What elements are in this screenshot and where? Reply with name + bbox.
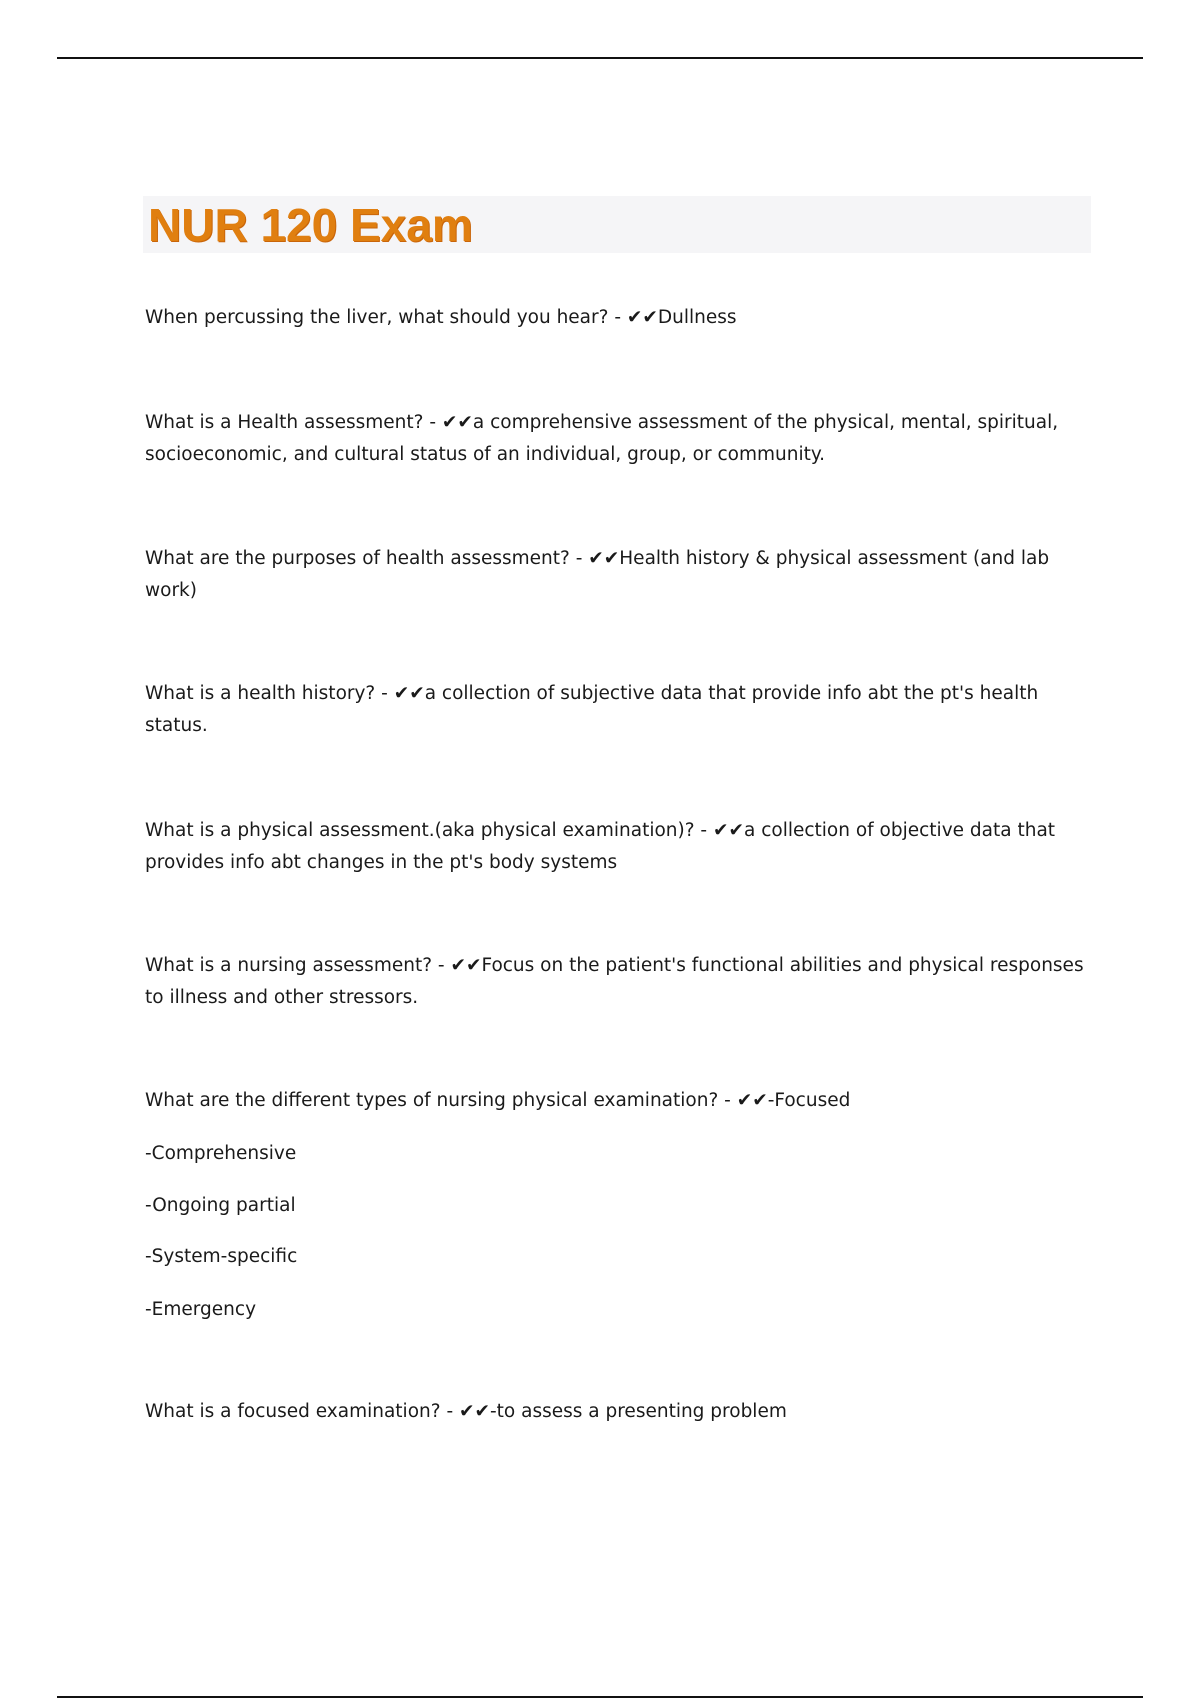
- exam-type-ongoing-partial: -Ongoing partial: [145, 1195, 296, 1216]
- qa-item-physical-assessment: What is a physical assessment.(aka physical examination)? - ✔✔a collection of objective data that provides info abt changes in the pt's body systems: [145, 820, 1056, 873]
- exam-type-emergency: -Emergency: [145, 1299, 257, 1320]
- qa-item-health-assessment: What is a Health assessment? - ✔✔a comprehensive assessment of the physical, mental, spiritual, socioeconomic, and cultural status of an individual, group, or community.: [145, 412, 1059, 465]
- qa-item-nursing-assessment: What is a nursing assessment? - ✔✔Focus on the patient's functional abilities and physical responses to illness and other stressors.: [145, 955, 1084, 1008]
- qa-item-health-history: What is a health history? - ✔✔a collection of subjective data that provide info abt the pt's health status.: [145, 683, 1039, 736]
- footer-rule: [57, 1696, 1143, 1698]
- title-band: [143, 196, 1091, 253]
- exam-type-comprehensive: -Comprehensive: [145, 1143, 297, 1164]
- document-title: NUR 120 Exam: [148, 199, 473, 251]
- exam-type-system-specific: -System-specific: [145, 1246, 298, 1267]
- qa-item-exam-types: What are the different types of nursing physical examination? - ✔✔-Focused: [145, 1090, 851, 1111]
- header-rule: [57, 57, 1143, 59]
- qa-item-focused-exam: What is a focused examination? - ✔✔-to assess a presenting problem: [145, 1401, 787, 1422]
- qa-item-purposes: What are the purposes of health assessment? - ✔✔Health history & physical assessment (and lab work): [145, 548, 1050, 601]
- qa-item-liver-percussion: When percussing the liver, what should you hear? - ✔✔Dullness: [145, 307, 737, 328]
